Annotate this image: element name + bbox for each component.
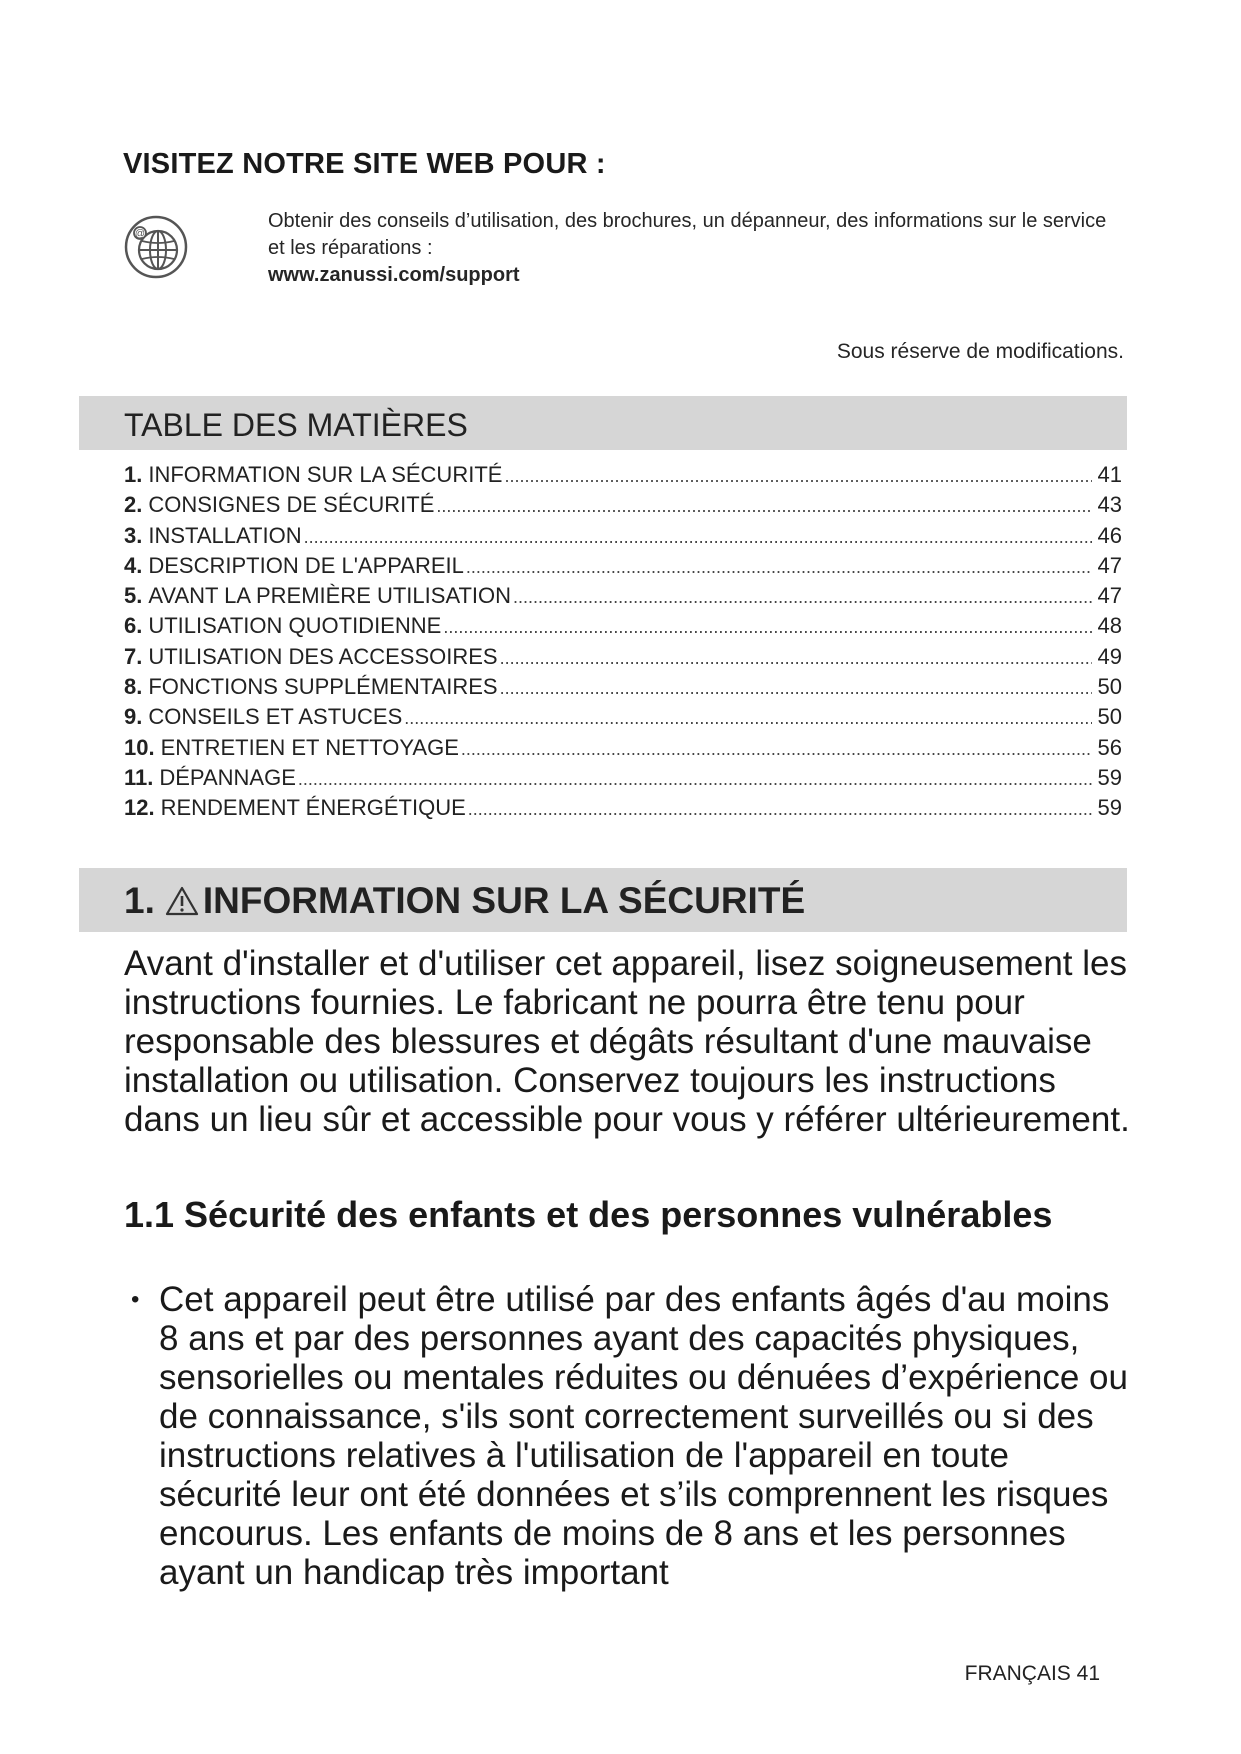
toc-item-number: 9. [124, 704, 143, 730]
dot-leader [404, 708, 1092, 729]
toc-item-label: RENDEMENT ÉNERGÉTIQUE [160, 795, 466, 821]
toc-item-page: 56 [1097, 734, 1122, 760]
toc-item-page: 49 [1097, 643, 1122, 669]
toc-item-label: INSTALLATION [148, 522, 302, 548]
bullet-mark: • [131, 1286, 140, 1313]
toc-item-number: 10. [124, 734, 155, 760]
dot-leader [436, 496, 1092, 517]
section-number: 1. [124, 880, 155, 921]
dot-leader [468, 799, 1092, 820]
svg-text:@: @ [134, 228, 146, 240]
toc-item-label: FONCTIONS SUPPLÉMENTAIRES [148, 674, 498, 700]
toc-item-4[interactable] [124, 553, 1122, 583]
support-url-link[interactable]: www.zanussi.com/support [268, 264, 520, 286]
toc-item-5[interactable] [124, 583, 1122, 613]
toc-item-page: 46 [1097, 522, 1122, 548]
toc-item-11[interactable] [124, 765, 1122, 795]
toc-item-page: 50 [1097, 704, 1122, 730]
toc-item-page: 47 [1097, 583, 1122, 609]
toc-item-1[interactable] [124, 462, 1122, 492]
website-description [268, 208, 1128, 289]
toc-item-label: UTILISATION DES ACCESSOIRES [148, 643, 498, 669]
disclaimer-text: Sous réserve de modifications. [836, 340, 1124, 363]
dot-leader [461, 739, 1092, 760]
toc-item-label: UTILISATION QUOTIDIENNE [148, 613, 442, 639]
toc-item-page: 59 [1097, 764, 1122, 790]
toc-item-7[interactable] [124, 644, 1122, 674]
toc-item-label: DESCRIPTION DE L'APPAREIL [148, 552, 464, 578]
toc-item-number: 3. [124, 522, 143, 548]
toc-item-page: 48 [1097, 613, 1122, 639]
section-1-title [124, 880, 805, 922]
toc-item-page: 59 [1097, 795, 1122, 821]
section-title-text: INFORMATION SUR LA SÉCURITÉ [202, 880, 806, 921]
toc-item-6[interactable] [124, 613, 1122, 643]
section-1-header [79, 868, 1127, 932]
toc-item-3[interactable] [124, 523, 1122, 553]
toc-header [79, 396, 1127, 450]
toc-item-number: 11. [124, 764, 154, 790]
toc-item-9[interactable] [124, 704, 1122, 734]
toc-item-page: 50 [1097, 674, 1122, 700]
dot-leader [500, 678, 1092, 699]
toc-item-12[interactable] [124, 795, 1122, 825]
visit-website-heading: VISITEZ NOTRE SITE WEB POUR : [123, 148, 606, 180]
dot-leader [500, 648, 1092, 669]
toc-item-number: 5. [124, 583, 143, 609]
dot-leader [304, 527, 1092, 548]
toc-item-page: 47 [1097, 552, 1122, 578]
warning-triangle-icon [165, 885, 199, 917]
toc-item-10[interactable] [124, 735, 1122, 765]
toc-item-number: 2. [124, 492, 143, 518]
list-item [124, 1280, 1134, 1592]
toc-list [124, 462, 1122, 826]
toc-item-label: DÉPANNAGE [159, 764, 296, 790]
dot-leader [298, 769, 1092, 790]
toc-item-8[interactable] [124, 674, 1122, 704]
toc-item-page: 43 [1097, 492, 1122, 518]
toc-item-label: ENTRETIEN ET NETTOYAGE [160, 734, 459, 760]
dot-leader [443, 617, 1092, 638]
toc-item-label: CONSEILS ET ASTUCES [148, 704, 403, 730]
subsection-title: 1.1 Sécurité des enfants et des personnes vulnérables [124, 1194, 1053, 1235]
toc-item-label: INFORMATION SUR LA SÉCURITÉ [148, 462, 503, 487]
globe-at-icon [123, 214, 189, 280]
dot-leader [466, 557, 1092, 578]
toc-item-number: 12. [124, 795, 155, 821]
toc-item-label: CONSIGNES DE SÉCURITÉ [148, 492, 435, 518]
toc-item-number: 4. [124, 552, 143, 578]
toc-item-label: AVANT LA PREMIÈRE UTILISATION [148, 583, 512, 609]
toc-item-number: 6. [124, 613, 143, 639]
toc-item-page: 41 [1097, 462, 1122, 487]
safety-intro-paragraph: Avant d'installer et d'utiliser cet appareil, lisez soigneusement les instructions fournies. Le fabricant ne pourra être tenu pour responsable des blessures et dégâts résultant d'une mauvaise installation ou utilisation. Conservez toujours les instructions dans un lieu sûr et accessible pour vous y référer ultérieurement. [124, 944, 1130, 1139]
toc-title: TABLE DES MATIÈRES [124, 407, 468, 443]
website-description-text: Obtenir des conseils d’utilisation, des brochures, un dépanneur, des informations sur le service et les réparations : [268, 210, 1107, 259]
toc-item-2[interactable] [124, 492, 1122, 522]
list-item-text: Cet appareil peut être utilisé par des enfants âgés d'au moins 8 ans et par des personnes ayant des capacités physiques, sensorielles ou mentales réduites ou dénuées d’expérience ou de connaissance, s'ils sont correctement surveillés ou si des instructions relatives à l'utilisation de l'appareil en toute sécurité leur ont été données et s’ils comprennent les risques encourus. Les enfants de moins de 8 ans et les personnes ayant un handicap très important [159, 1280, 1128, 1592]
dot-leader [513, 587, 1092, 608]
page-footer: FRANÇAIS 41 [964, 1662, 1100, 1685]
toc-item-number: 8. [124, 674, 143, 700]
dot-leader [504, 466, 1092, 487]
toc-item-number: 1. [124, 462, 143, 487]
toc-item-number: 7. [124, 643, 143, 669]
